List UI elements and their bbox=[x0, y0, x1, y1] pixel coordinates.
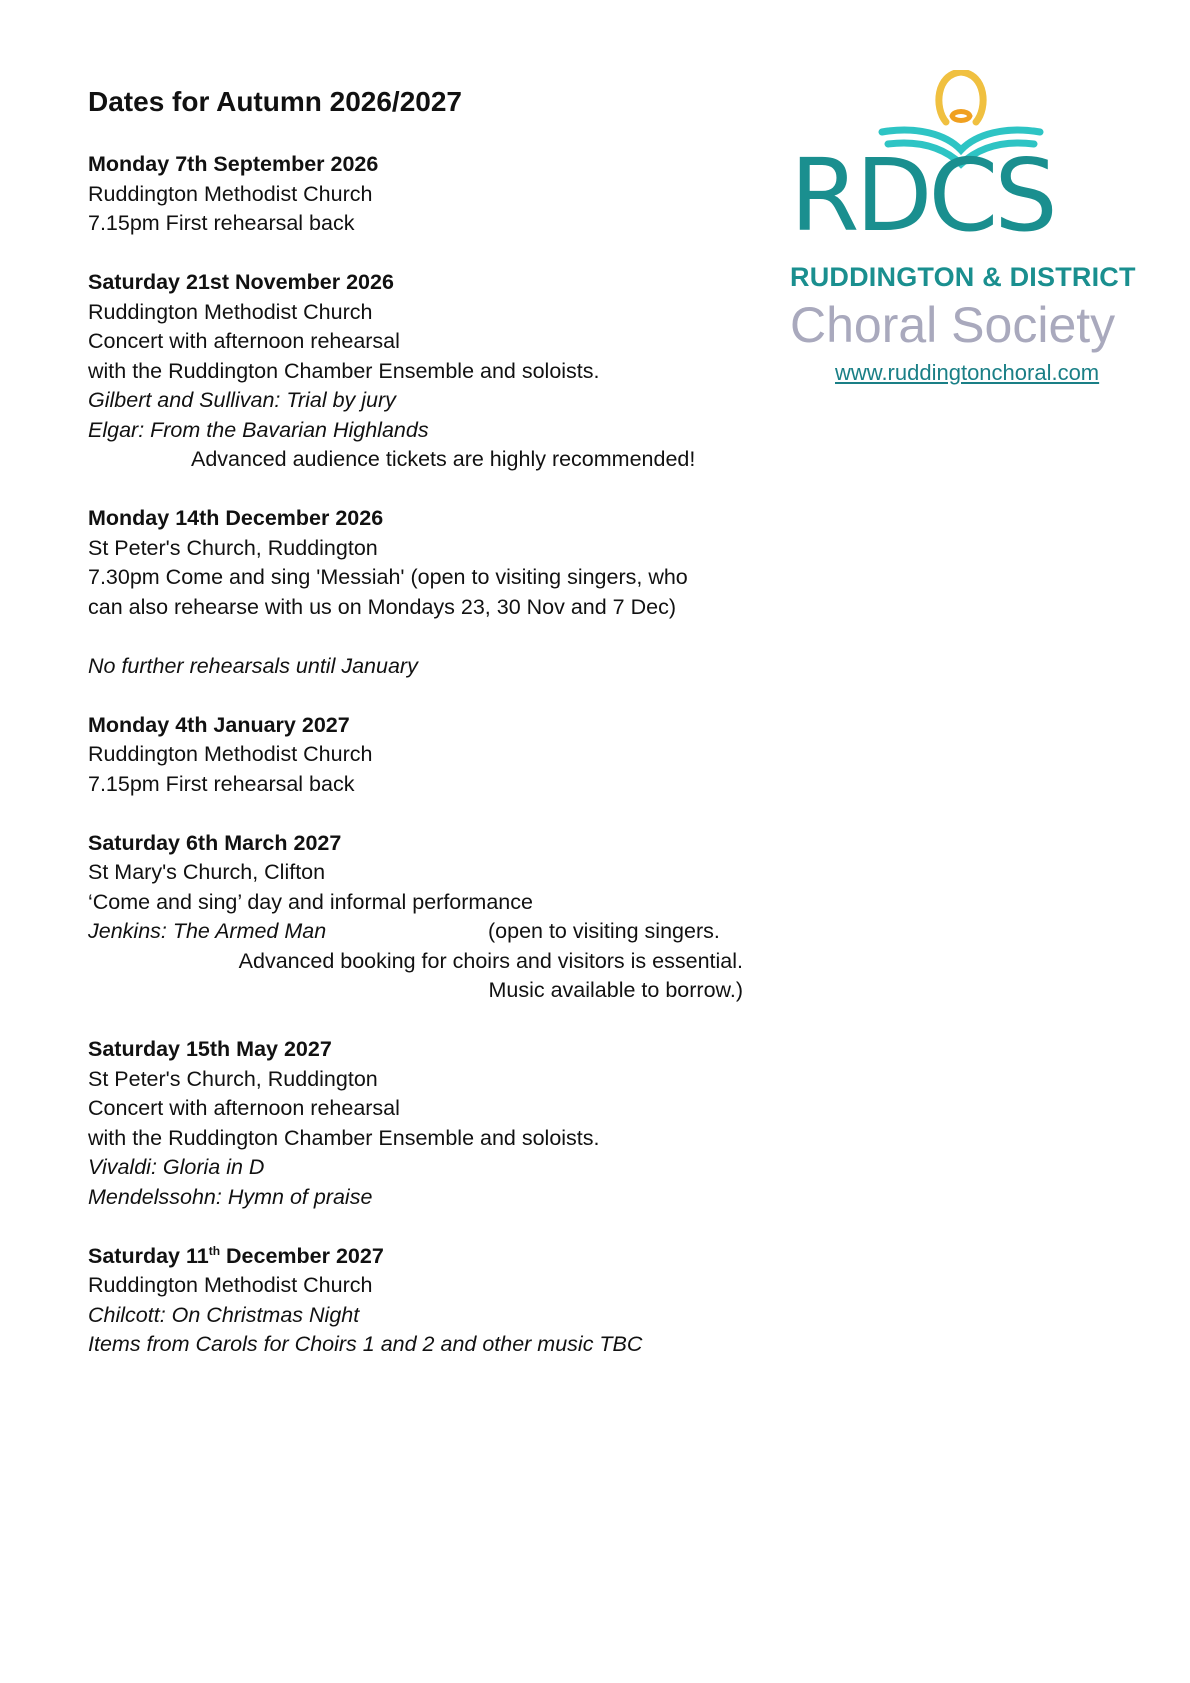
event-date: Monday 4th January 2027 bbox=[88, 712, 350, 737]
event-detail: can also rehearse with us on Mondays 23, 30 Nov and 7 Dec) bbox=[88, 594, 676, 619]
event-4 bbox=[88, 711, 768, 800]
event-date-suffix: th bbox=[208, 1243, 221, 1258]
page-title: Dates for Autumn 2026/2027 bbox=[88, 86, 462, 117]
event-5 bbox=[88, 829, 768, 1006]
event-venue: Ruddington Methodist Church bbox=[88, 181, 373, 206]
brand-name-line2: Choral Society bbox=[790, 297, 1116, 353]
event-venue: St Peter's Church, Ruddington bbox=[88, 1066, 378, 1091]
event-detail: Concert with afternoon rehearsal bbox=[88, 329, 400, 353]
event-detail: 7.15pm First rehearsal back bbox=[88, 771, 355, 796]
event-venue: St Mary's Church, Clifton bbox=[88, 860, 326, 884]
event-work: Gilbert and Sullivan: Trial by jury bbox=[88, 388, 396, 412]
event-6 bbox=[88, 1035, 768, 1212]
bell-icon bbox=[939, 72, 983, 122]
event-date: Saturday 21st November 2026 bbox=[88, 270, 394, 294]
event-work: Mendelssohn: Hymn of praise bbox=[88, 1184, 373, 1209]
event-1 bbox=[88, 150, 768, 239]
schedule bbox=[88, 82, 768, 1389]
event-note: Advanced audience tickets are highly recommended! bbox=[191, 447, 696, 471]
logo-letters: RDCS bbox=[790, 137, 1054, 254]
event-date: Saturday 15th May 2027 bbox=[88, 1037, 332, 1061]
event-work: Elgar: From the Bavarian Highlands bbox=[88, 417, 429, 442]
event-detail: ‘Come and sing’ day and informal performance bbox=[88, 889, 533, 914]
event-work: Chilcott: On Christmas Night bbox=[88, 1302, 360, 1327]
event-date: Saturday 6th March 2027 bbox=[88, 830, 342, 855]
event-date bbox=[88, 1242, 768, 1272]
event-detail: 7.30pm Come and sing 'Messiah' (open to visiting singers, who bbox=[88, 565, 688, 589]
event-music-note: Music available to borrow.) bbox=[488, 978, 743, 1002]
event-2 bbox=[88, 268, 768, 475]
event-detail: Concert with afternoon rehearsal bbox=[88, 1096, 400, 1120]
event-date: Monday 14th December 2026 bbox=[88, 506, 384, 530]
event-date: Monday 7th September 2026 bbox=[88, 152, 379, 176]
event-venue: Ruddington Methodist Church bbox=[88, 742, 373, 766]
event-open-note: (open to visiting singers. bbox=[488, 919, 720, 943]
event-work: Vivaldi: Gloria in D bbox=[88, 1155, 265, 1179]
event-work-row bbox=[88, 917, 768, 947]
event-venue: St Peter's Church, Ruddington bbox=[88, 535, 378, 560]
event-work: Jenkins: The Armed Man bbox=[88, 919, 327, 943]
website-link[interactable]: www.ruddingtonchoral.com bbox=[835, 360, 1100, 385]
interlude-note: No further rehearsals until January bbox=[88, 653, 418, 678]
event-date-day: Saturday 11 bbox=[88, 1243, 209, 1268]
event-7 bbox=[88, 1242, 768, 1360]
event-venue: Ruddington Methodist Church bbox=[88, 1273, 373, 1297]
event-venue: Ruddington Methodist Church bbox=[88, 299, 373, 324]
event-detail: with the Ruddington Chamber Ensemble and soloists. bbox=[88, 1125, 600, 1150]
event-detail: with the Ruddington Chamber Ensemble and soloists. bbox=[88, 358, 600, 383]
event-detail: 7.15pm First rehearsal back bbox=[88, 211, 355, 235]
event-work: Items from Carols for Choirs 1 and 2 and other music TBC bbox=[88, 1332, 643, 1356]
event-3 bbox=[88, 504, 768, 622]
brand-name-line1: RUDDINGTON & DISTRICT bbox=[790, 262, 1136, 292]
event-date-month: December 2027 bbox=[220, 1243, 384, 1268]
event-booking-note: Advanced booking for choirs and visitors is essential. bbox=[238, 948, 743, 973]
